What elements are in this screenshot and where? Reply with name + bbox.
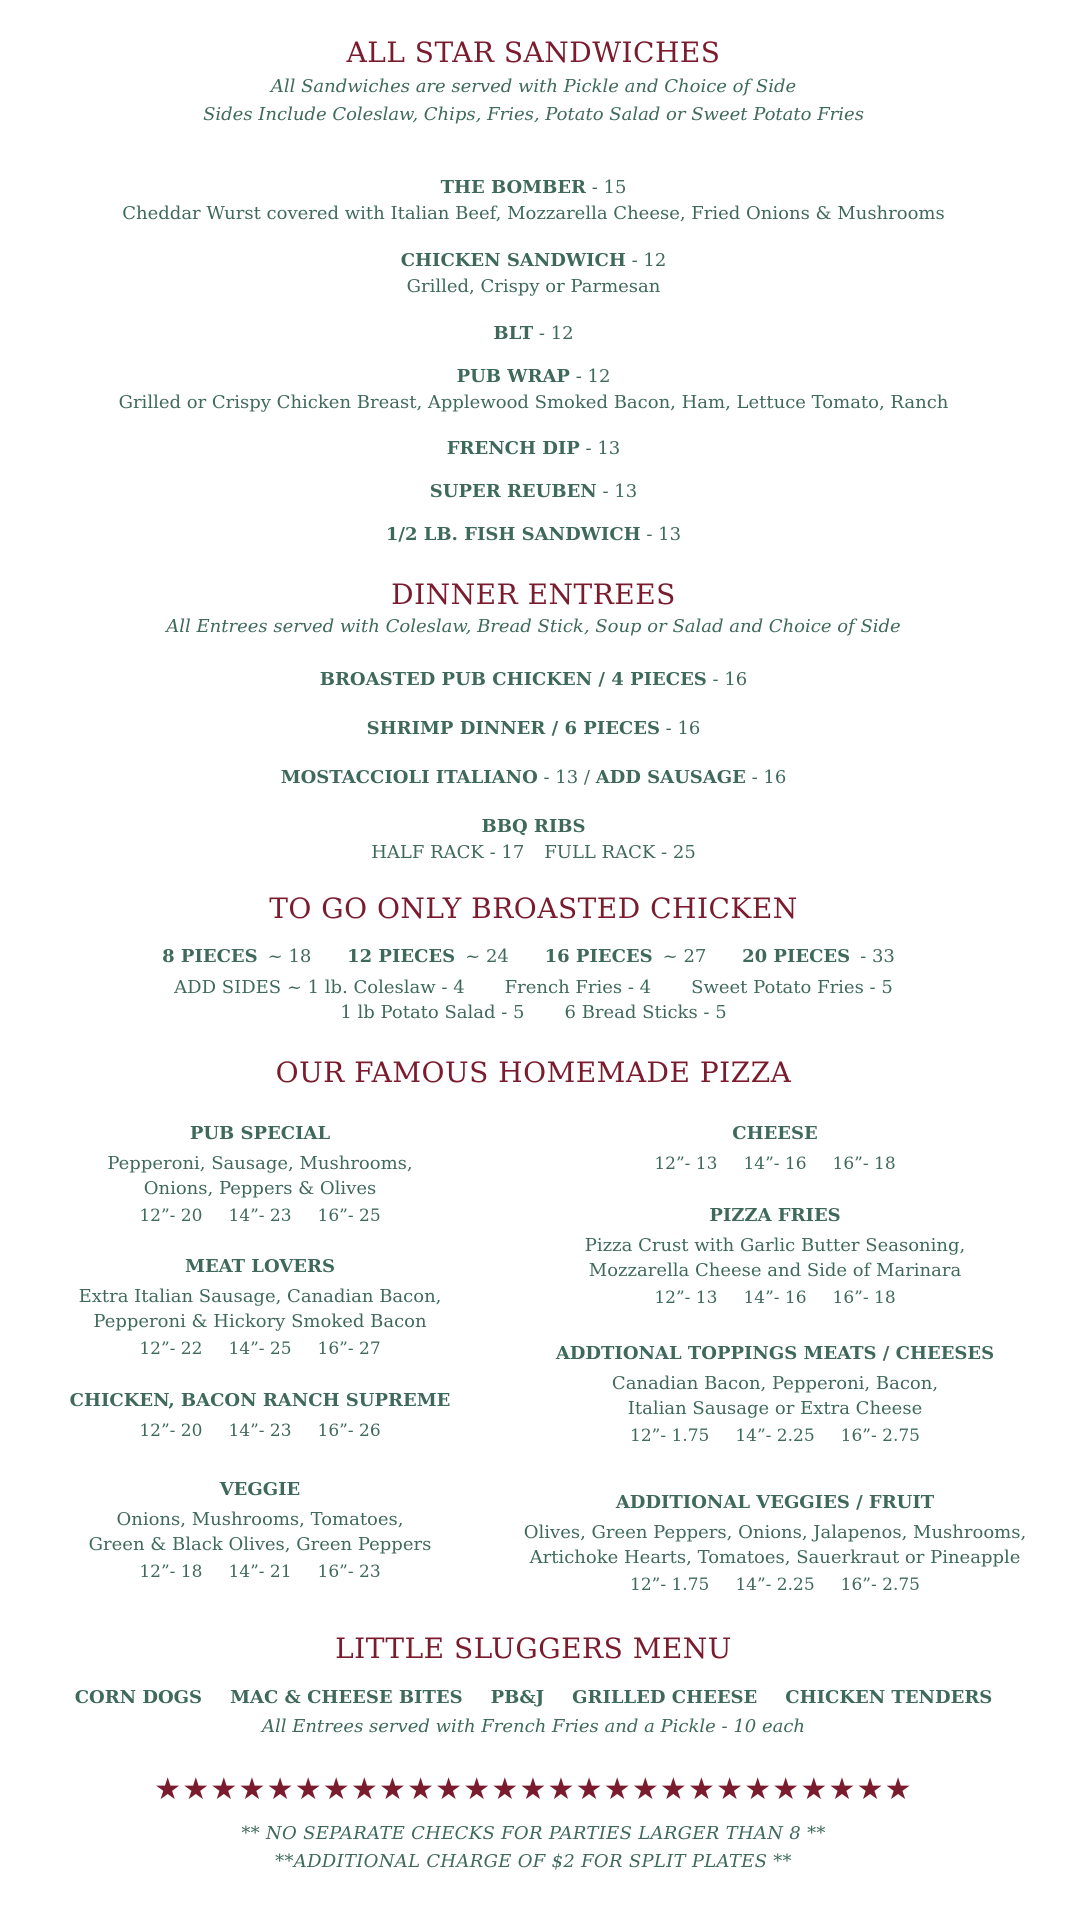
item-price: - 15 — [586, 177, 627, 198]
entree-item — [0, 765, 1067, 791]
pizza-title: OUR FAMOUS HOMEMADE PIZZA — [275, 1056, 792, 1089]
star-divider: ★★★★★★★★★★★★★★★★★★★★★★★★★★★ — [154, 1772, 913, 1807]
togo-option: 12 PIECES~ 24 — [347, 946, 509, 967]
sandwiches-note-1: All Sandwiches are served with Pickle and Choice of Side — [270, 76, 797, 97]
entree-item — [0, 716, 1067, 742]
item-name: MOSTACCIOLI ITALIANO — [280, 767, 538, 788]
half-rack: HALF RACK - 17 — [371, 842, 525, 863]
kids-item: GRILLED CHEESE — [572, 1687, 758, 1708]
kids-note: All Entrees served with French Fries and a Pickle - 10 each — [261, 1716, 806, 1737]
item-price: - 13 — [640, 524, 682, 545]
item-price: - 16 — [659, 718, 701, 739]
pizza-item: PUB SPECIAL Pepperoni, Sausage, Mushrooms, Onions, Peppers & Olives 12”- 20 14”- 23 16”- 25 — [107, 1123, 413, 1226]
item-name: BROASTED PUB CHICKEN / 4 PIECES — [319, 669, 707, 690]
sandwich-item — [0, 321, 1067, 347]
sandwich-item — [0, 175, 1067, 227]
item-price: - 12 — [625, 250, 667, 271]
kids-item: CHICKEN TENDERS — [785, 1687, 993, 1708]
item-desc: Grilled, Crispy or Parmesan — [406, 276, 661, 297]
entree-item — [0, 667, 1067, 693]
pizza-item: ADDTIONAL TOPPINGS MEATS / CHEESES Canadian Bacon, Pepperoni, Bacon, Italian Sausage or Extra Cheese 12”- 1.75 14”- 2.25 16”- 2.75 — [555, 1343, 995, 1446]
item-price: - 13 — [579, 438, 621, 459]
pizza-item: ADDITIONAL VEGGIES / FRUIT Olives, Green Peppers, Onions, Jalapenos, Mushrooms, Artichoke Hearts, Tomatoes, Sauerkraut or Pineapple 12”- 1.75 14”- 2.25 16”- 2.75 — [523, 1492, 1027, 1595]
item-name: SUPER REUBEN — [429, 481, 597, 502]
entrees-section — [0, 578, 1067, 641]
sandwich-item — [0, 479, 1067, 505]
item-name: 1/2 LB. FISH SANDWICH — [385, 524, 641, 545]
sandwiches-note-2: Sides Include Coleslaw, Chips, Fries, Potato Salad or Sweet Potato Fries — [203, 104, 864, 125]
togo-side: 1 lb Potato Salad - 5 — [340, 1002, 525, 1023]
item-price-2: - 16 — [745, 767, 787, 788]
item-desc: Grilled or Crispy Chicken Breast, Applewood Smoked Bacon, Ham, Lettuce Tomato, Ranch — [118, 392, 949, 413]
notice-line: ** NO SEPARATE CHECKS FOR PARTIES LARGER THAN 8 ** — [241, 1823, 826, 1844]
item-price: - 12 — [533, 323, 574, 344]
kids-title: LITTLE SLUGGERS MENU — [335, 1632, 732, 1665]
pizza-item: VEGGIE Onions, Mushrooms, Tomatoes, Green & Black Olives, Green Peppers 12”- 18 14”- 21 16”- 23 — [88, 1479, 432, 1582]
pizza-section — [0, 1056, 1067, 1089]
sandwich-item — [0, 436, 1067, 462]
item-name: FRENCH DIP — [446, 438, 580, 459]
entrees-note: All Entrees served with Coleslaw, Bread Stick, Soup or Salad and Choice of Side — [166, 616, 901, 637]
item-price: - 13 / — [537, 767, 596, 788]
togo-option: 20 PIECES- 33 — [742, 946, 895, 967]
sandwich-item — [0, 364, 1067, 416]
kids-items — [0, 1687, 1067, 1708]
sandwiches-title: ALL STAR SANDWICHES — [346, 36, 721, 69]
togo-side: French Fries - 4 — [504, 977, 652, 998]
sandwiches-section — [0, 36, 1067, 129]
kids-item: PB&J — [490, 1687, 545, 1708]
entrees-title: DINNER ENTREES — [391, 578, 676, 611]
item-name: PUB WRAP — [456, 366, 570, 387]
togo-side: 6 Bread Sticks - 5 — [564, 1002, 727, 1023]
item-desc: Cheddar Wurst covered with Italian Beef, Mozzarella Cheese, Fried Onions & Mushrooms — [122, 203, 945, 224]
item-name: SHRIMP DINNER / 6 PIECES — [366, 718, 660, 739]
togo-side: ADD SIDES ~ 1 lb. Coleslaw - 4 — [174, 977, 465, 998]
pizza-item: PIZZA FRIES Pizza Crust with Garlic Butter Seasoning, Mozzarella Cheese and Side of Marinara 12”- 13 14”- 16 16”- 18 — [584, 1205, 966, 1308]
item-price: - 16 — [706, 669, 748, 690]
item-name-2: ADD SAUSAGE — [595, 767, 746, 788]
kids-section — [0, 1632, 1067, 1665]
sandwich-item — [0, 522, 1067, 548]
item-name: CHICKEN SANDWICH — [400, 250, 626, 271]
notices — [0, 1820, 1067, 1876]
togo-title: TO GO ONLY BROASTED CHICKEN — [269, 892, 798, 925]
pizza-item: MEAT LOVERS Extra Italian Sausage, Canadian Bacon, Pepperoni & Hickory Smoked Bacon 12”- 22 14”- 25 16”- 27 — [78, 1256, 442, 1359]
pizza-item: CHEESE 12”- 13 14”- 16 16”- 18 — [654, 1123, 896, 1174]
ribs-item — [0, 814, 1067, 866]
notice-line: **ADDITIONAL CHARGE OF $2 FOR SPLIT PLATES ** — [275, 1851, 792, 1872]
item-name: BBQ RIBS — [481, 816, 586, 837]
togo-section — [0, 892, 1067, 925]
item-name: THE BOMBER — [440, 177, 586, 198]
sandwich-item — [0, 248, 1067, 300]
item-name: BLT — [493, 323, 534, 344]
togo-pieces — [0, 944, 1067, 970]
kids-item: MAC & CHEESE BITES — [230, 1687, 463, 1708]
togo-sides — [0, 975, 1067, 1025]
kids-item: CORN DOGS — [74, 1687, 203, 1708]
full-rack: FULL RACK - 25 — [544, 842, 696, 863]
item-price: - 13 — [596, 481, 638, 502]
pizza-item: CHICKEN, BACON RANCH SUPREME 12”- 20 14”- 23 16”- 26 — [69, 1390, 451, 1441]
togo-option: 16 PIECES~ 27 — [544, 946, 707, 967]
item-price: - 12 — [569, 366, 611, 387]
togo-option: 8 PIECES~ 18 — [162, 946, 312, 967]
togo-side: Sweet Potato Fries - 5 — [691, 977, 893, 998]
